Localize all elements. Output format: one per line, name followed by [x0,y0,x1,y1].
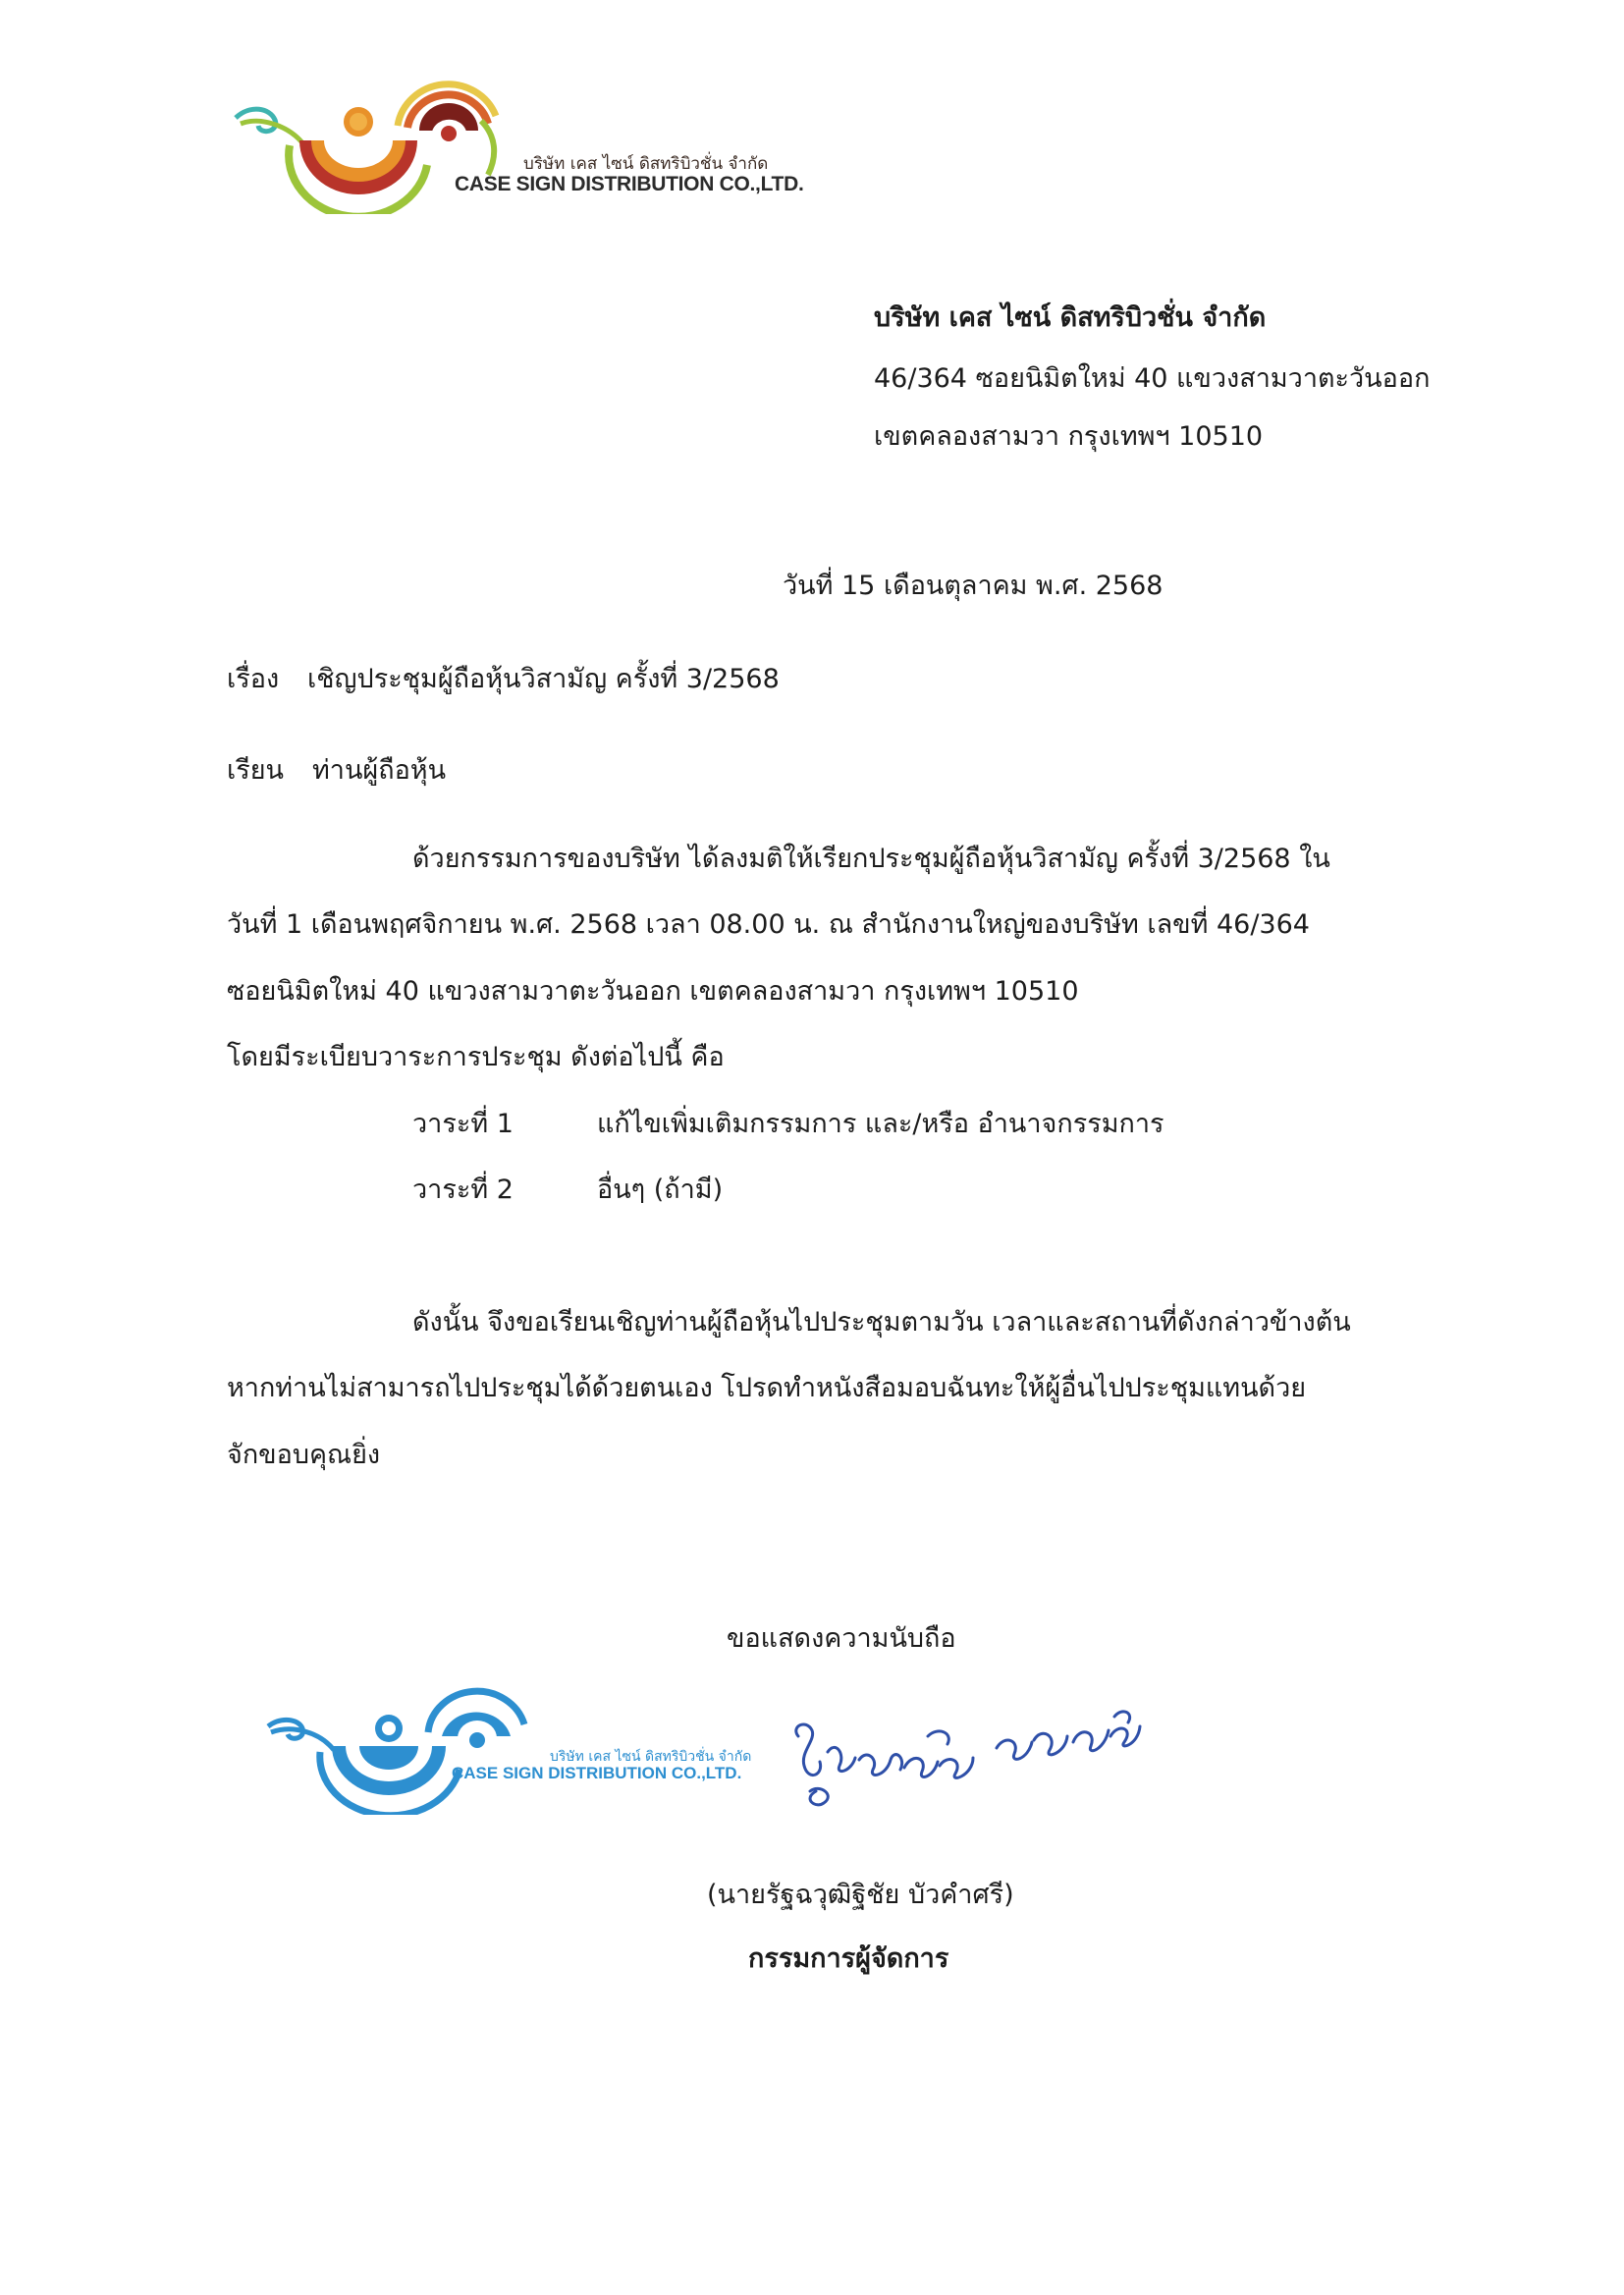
logo-text-th: บริษัท เคส ไซน์ ดิสทริบิวชั่น จำกัด [523,154,769,174]
agenda-1-text: แก้ไขเพิ่มเติมกรรมการ และ/หรือ อำนาจกรรมการ [597,1109,1164,1139]
body-para2-line3: จักขอบคุณยิ่ง [227,1440,381,1470]
agenda-1-label: วาระที่ 1 [412,1109,514,1139]
signature [781,1697,1154,1829]
subject-text: เชิญประชุมผู้ถือหุ้นวิสามัญ ครั้งที่ 3/2568 [307,664,780,694]
body-para2-line2: หากท่านไม่สามารถไปประชุมได้ด้วยตนเอง โปรดทำหนังสือมอบฉันทะให้ผู้อื่นไปประชุมแทนด้วย [227,1373,1307,1403]
stamp-text-th: บริษัท เคส ไซน์ ดิสทริบิวชั่น จำกัด [550,1749,752,1765]
recipient-text: ท่านผู้ถือหุ้น [312,755,447,786]
sender-address-line1: 46/364 ซอยนิมิตใหม่ 40 แขวงสามวาตะวันออก [874,363,1431,394]
body-para1-line4: โดยมีระเบียบวาระการประชุม ดังต่อไปนี้ คือ [227,1042,725,1072]
closing-salutation: ขอแสดงความนับถือ [727,1623,956,1654]
agenda-2-text: อื่นๆ (ถ้ามี) [597,1175,724,1205]
sender-company: บริษัท เคส ไซน์ ดิสทริบิวชั่น จำกัด [874,302,1267,333]
body-para1-line2: วันที่ 1 เดือนพฤศจิกายน พ.ศ. 2568 เวลา 08.00 น. ณ สำนักงานใหญ่ของบริษัท เลขที่ 46/364 [227,909,1310,940]
date-line: วันที่ 15 เดือนตุลาคม พ.ศ. 2568 [783,571,1164,601]
company-stamp-icon [263,1667,558,1815]
subject-label: เรื่อง [227,664,280,694]
stamp-text-en: CASE SIGN DISTRIBUTION CO.,LTD. [452,1764,742,1782]
company-logo [231,47,804,214]
recipient-label: เรียน [227,755,285,786]
signer-name: (นายรัฐฉวุฒิฐิชัย บัวคำศรี) [707,1880,1014,1910]
body-para2-line1: ดังนั้น จึงขอเรียนเชิญท่านผู้ถือหุ้นไปประชุมตามวัน เวลาและสถานที่ดังกล่าวข้างต้น [412,1307,1351,1338]
company-stamp [263,1667,754,1815]
signature-scribble-icon [781,1697,1154,1825]
sender-address-line2: เขตคลองสามวา กรุงเทพฯ 10510 [874,421,1264,452]
logo-text-en: CASE SIGN DISTRIBUTION CO.,LTD. [455,173,804,195]
body-para1-line1: ด้วยกรรมการของบริษัท ได้ลงมติให้เรียกประชุมผู้ถือหุ้นวิสามัญ ครั้งที่ 3/2568 ใน [412,844,1330,874]
agenda-2-label: วาระที่ 2 [412,1175,514,1205]
body-para1-line3: ซอยนิมิตใหม่ 40 แขวงสามวาตะวันออก เขตคลองสามวา กรุงเทพฯ 10510 [227,976,1079,1007]
signer-title: กรรมการผู้จัดการ [748,1943,949,1974]
